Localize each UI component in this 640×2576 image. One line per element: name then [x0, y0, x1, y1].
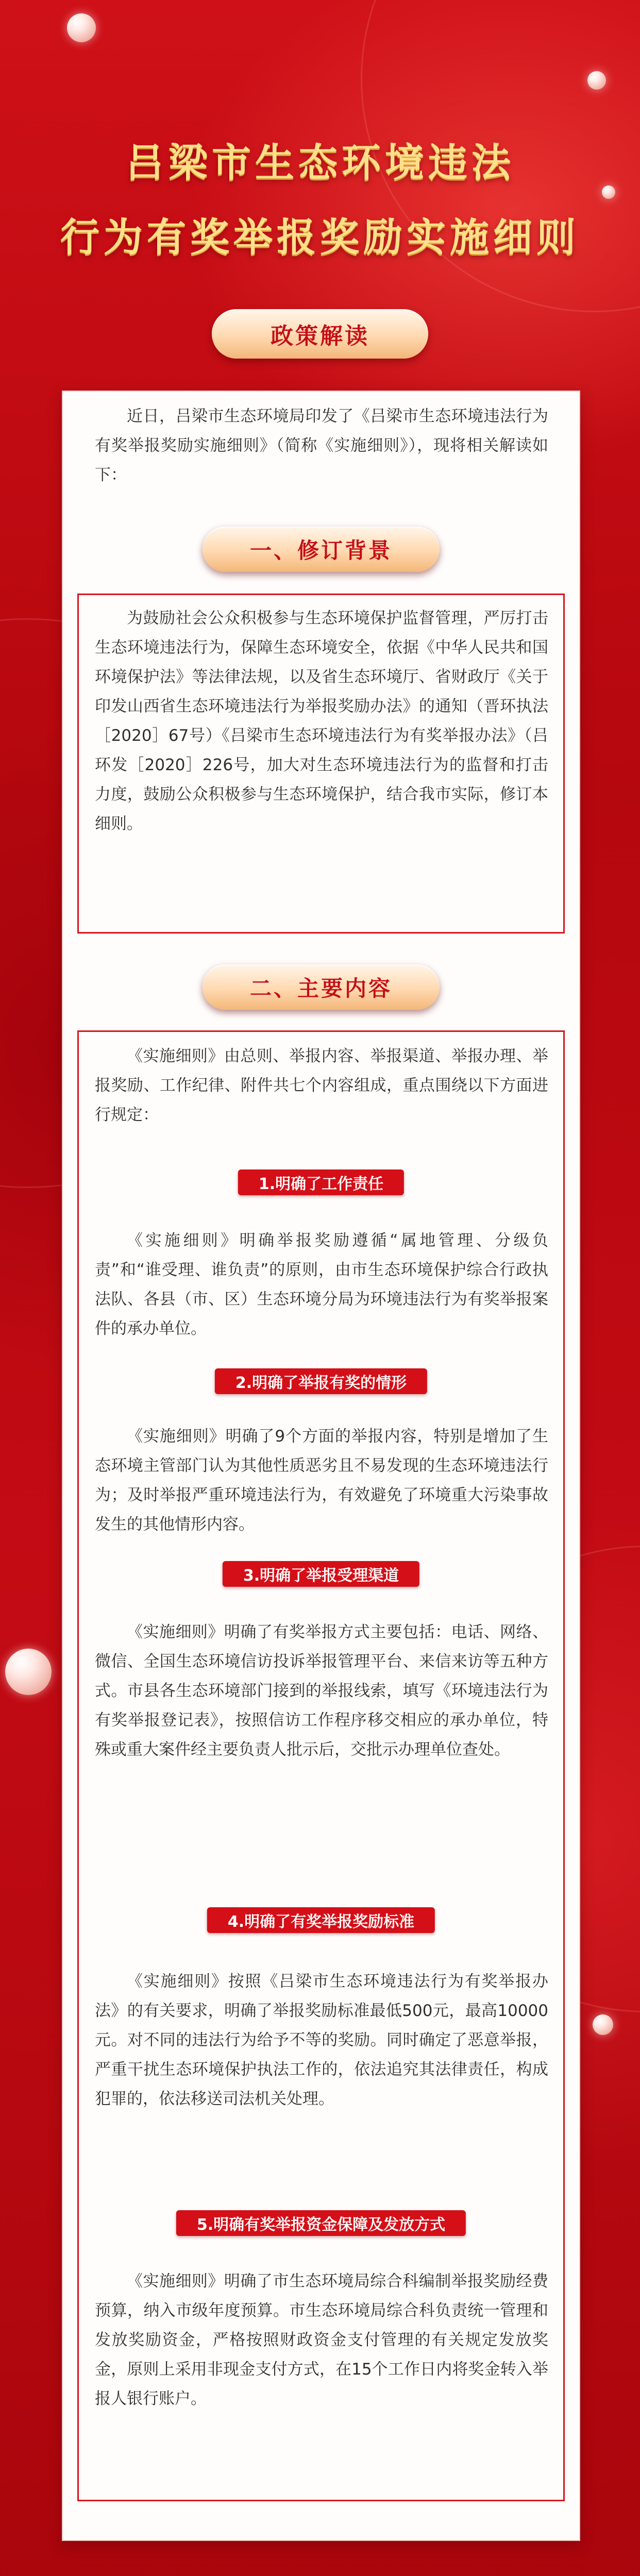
item5-tag: 5.明确有奖举报资金保障及发放方式 [176, 2210, 466, 2236]
item2-text: 《实施细则》明确了9个方面的举报内容，特别是增加了生态环境主管部门认为其他性质恶劣且不易发现的生态环境违法行为；及时举报严重环境违法行为，有效避免了环境重大污染事故发生的其他情形内容。 [95, 1427, 548, 1534]
section-label-pill: 政策解读 [212, 309, 428, 359]
decor-ball [5, 1649, 52, 1695]
page-title-line1: 吕梁市生态环境违法 [125, 140, 515, 185]
decor-ball [67, 13, 96, 42]
item2-tag: 2.明确了举报有奖的情形 [215, 1368, 427, 1394]
section1-text: 为鼓励社会公众积极参与生态环境保护监督管理，严厉打击生态环境违法行为，保障生态环境安全，依据《中华人民共和国环境保护法》等法律法规，以及省生态环境厅、省财政厅《关于印发山西省生态环境违法行为举报奖励办法》的通知（晋环执法［2020］67号）《吕梁市生态环境违法行为有奖举报办法》（吕环发［2020］226号，加大对生态环境违法行为的监督和打击力度，鼓励公众积极参与生态环境保护，结合我市实际，修订本细则。 [95, 609, 548, 833]
item1-text: 《实施细则》明确举报奖励遵循“属地管理、分级负责”和“谁受理、谁负责”的原则，由市生态环境保护综合行政执法队、各县（市、区）生态环境分局为环境违法行为有奖举报案件的承办单位。 [95, 1231, 548, 1338]
item4-text: 《实施细则》按照《吕梁市生态环境违法行为有奖举报办法》的有关要求，明确了举报奖励标准最低500元，最高10000元。对不同的违法行为给予不等的奖励。同时确定了恶意举报，严重干扰生态环境保护执法工作的，依法追究其法律责任，构成犯罪的，依法移送司法机关处理。 [95, 1972, 548, 2108]
page-title-line2: 行为有奖举报奖励实施细则 [60, 214, 580, 260]
item4-tag: 4.明确了有奖举报奖励标准 [207, 1907, 435, 1933]
intro-text: 近日，吕梁市生态环境局印发了《吕梁市生态环境违法行为有奖举报奖励实施细则》（简称《实施细则》），现将相关解读如下： [95, 407, 548, 484]
item5-text: 《实施细则》明确了市生态环境局综合科编制举报奖励经费预算，纳入市级年度预算。市生态环境局综合科负责统一管理和发放奖励资金，严格按照财政资金支付管理的有关规定发放奖金，原则上采用非现金支付方式，在15个工作日内将奖金转入举报人银行账户。 [95, 2272, 548, 2408]
decor-ball [587, 71, 606, 90]
section2-intro: 《实施细则》由总则、举报内容、举报渠道、举报办理、举报奖励、工作纪律、附件共七个内容组成，重点围绕以下方面进行规定： [95, 1047, 548, 1124]
section2-heading: 二、主要内容 [203, 964, 440, 1010]
item1-tag: 1.明确了工作责任 [238, 1170, 404, 1195]
section1-heading: 一、修订背景 [203, 527, 440, 572]
content-panel [62, 391, 580, 2541]
item3-text: 《实施细则》明确了有奖举报方式主要包括：电话、网络、微信、全国生态环境信访投诉举报管理平台、来信来访等五种方式。市县各生态环境部门接到的举报线索，填写《环境违法行为有奖举报登记表》，按照信访工作程序移交相应的承办单位，特殊或重大案件经主要负责人批示后，交批示办理单位查处。 [95, 1623, 548, 1759]
decor-ball [593, 2014, 613, 2035]
item3-tag: 3.明确了举报受理渠道 [223, 1561, 419, 1587]
